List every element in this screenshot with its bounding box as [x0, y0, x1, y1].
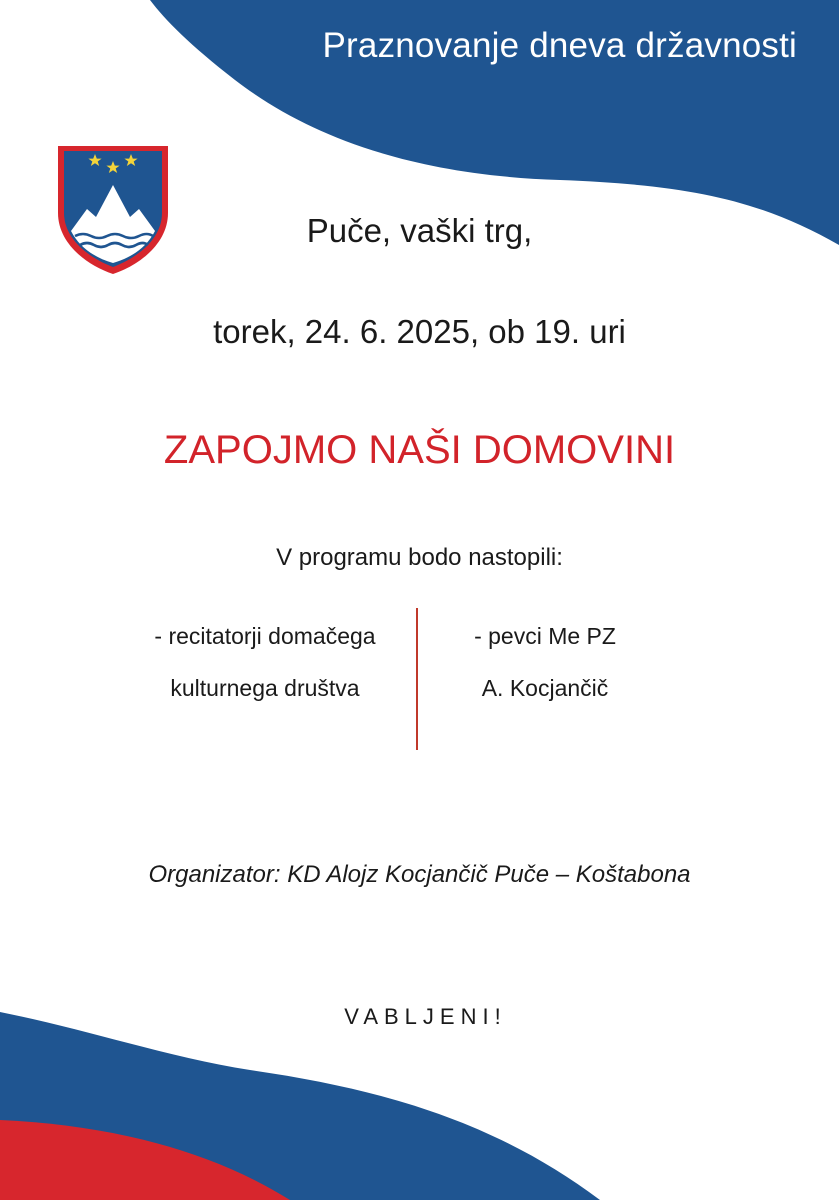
program-divider: [416, 608, 418, 750]
performer-left-line: - recitatorji domačega: [154, 623, 376, 649]
performer-right-line: A. Kocjančič: [481, 675, 609, 701]
slovenian-coat-of-arms-icon: [55, 143, 171, 277]
header-title: Praznovanje dneva državnosti: [322, 26, 797, 65]
event-motto: ZAPOJMO NAŠI DOMOVINI: [163, 428, 676, 472]
performer-right-line: - pevci Me PZ: [474, 623, 616, 649]
invite-text: VABLJENI!: [344, 1004, 507, 1029]
performer-left: [120, 610, 410, 714]
program-heading: V programu bodo nastopili:: [276, 544, 563, 571]
performer-right: [455, 610, 635, 714]
performer-left-line: kulturnega društva: [170, 675, 360, 701]
event-datetime: torek, 24. 6. 2025, ob 19. uri: [213, 313, 626, 350]
event-location: Puče, vaški trg,: [306, 212, 533, 249]
organizer-text: Organizator: KD Alojz Kocjančič Puče – Koštabona: [148, 861, 691, 888]
